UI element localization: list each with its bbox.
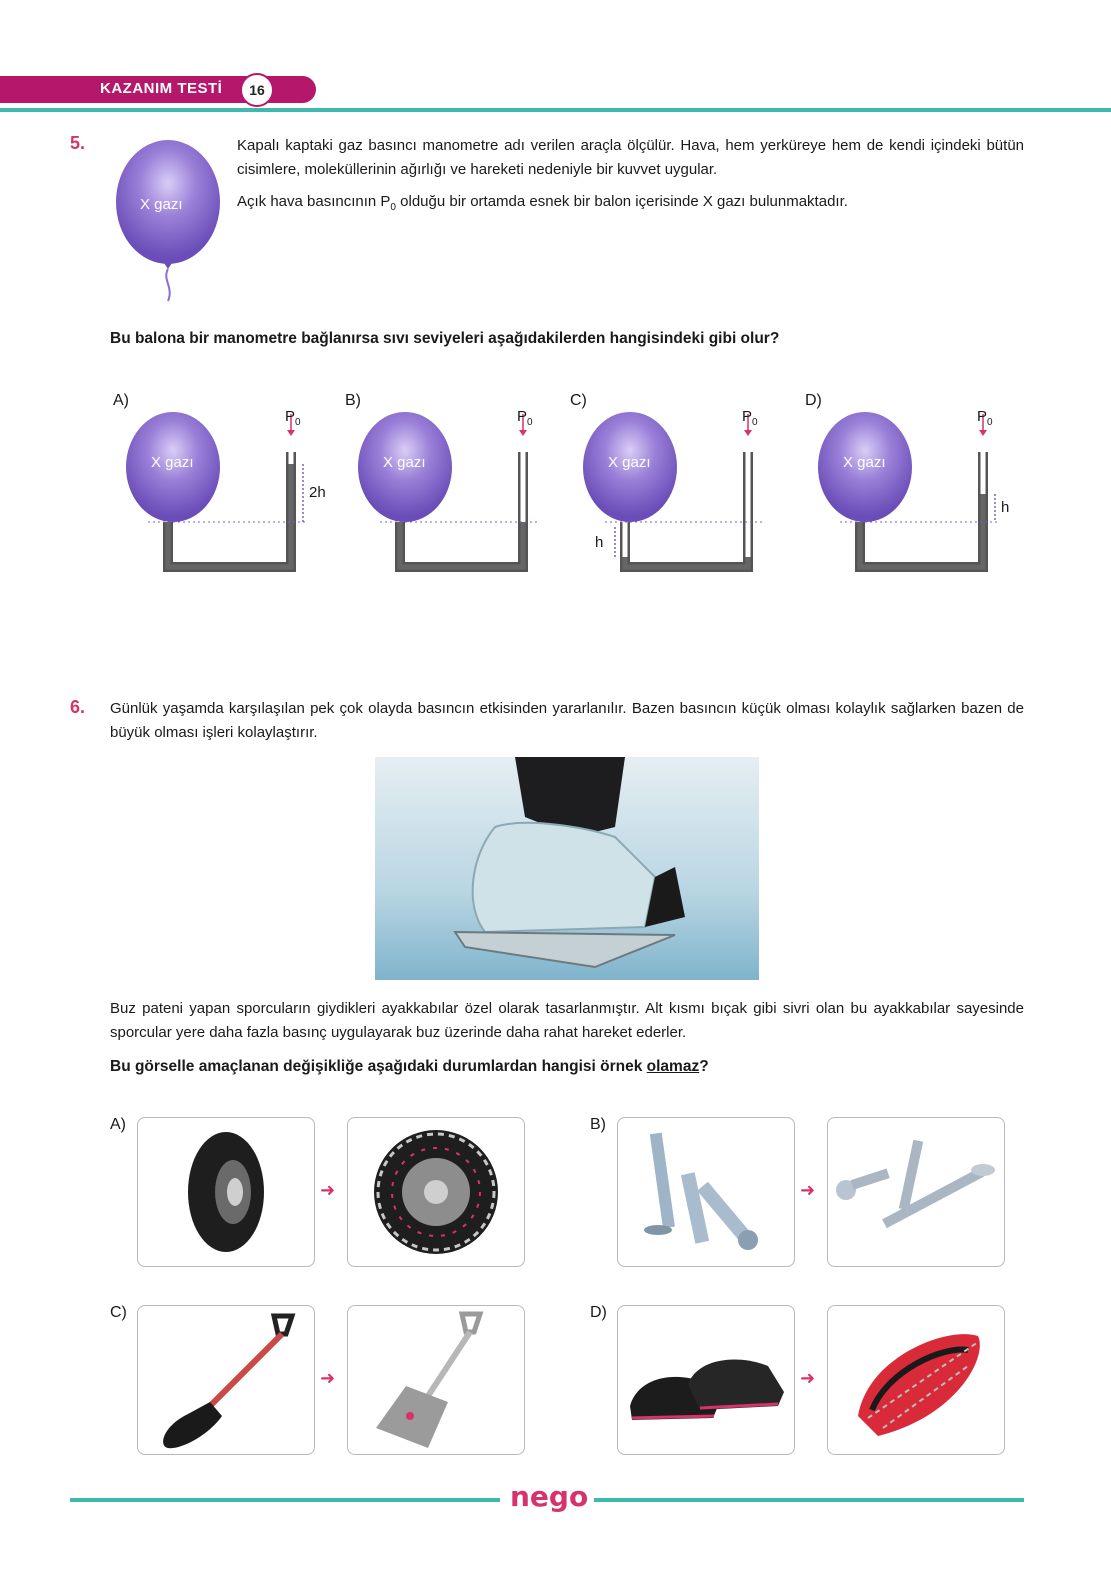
manometer-diagram — [345, 392, 575, 582]
q6-option-d-label[interactable]: D) — [590, 1304, 607, 1321]
question-5-number: 5. — [70, 133, 86, 153]
p0-label: $P_0$ — [517, 408, 533, 428]
sneakers-icon — [618, 1306, 794, 1454]
q5-option-d[interactable] — [805, 392, 1025, 582]
p0-label: $P_0$ — [285, 408, 301, 428]
q6-option-b-label[interactable]: B) — [590, 1116, 606, 1133]
q6-option-a-label[interactable]: A) — [110, 1116, 126, 1133]
q6-paragraph-1: Günlük yaşamda karşılaşılan pek çok olayda basıncın etkisinden yararlanılır. Bazen basıncın küçük olması kolaylık sağlarken bazen de büyük olması işleri kolaylaştırır. — [110, 700, 1024, 741]
tire-chains-icon — [348, 1118, 524, 1266]
balloon-figure — [110, 135, 230, 305]
q6-a-before-card — [137, 1117, 315, 1267]
q6-c-before-card — [137, 1305, 315, 1455]
manometer-diagram — [805, 392, 1035, 582]
q6-a-after-card — [347, 1117, 525, 1267]
q5-option-label: D) — [805, 392, 822, 409]
publisher-logo: nego — [510, 1480, 589, 1513]
height-label: h — [595, 534, 604, 551]
gas-label: X gazı — [843, 454, 886, 471]
bolts-icon — [618, 1118, 794, 1266]
q6-question-pre: Bu görselle amaçlanan değişikliğe aşağıdaki durumlardan hangisi örnek — [110, 1058, 647, 1075]
q6-c-arrow-icon: ➜ — [320, 1368, 336, 1388]
q6-option-c-label[interactable]: C) — [110, 1304, 127, 1321]
p0-label: $P_0$ — [977, 408, 993, 428]
pointed-shovel-icon — [138, 1306, 314, 1454]
q5-paragraph-2 — [237, 190, 1024, 220]
height-label: 2h — [309, 484, 326, 501]
flat-shovel-icon — [348, 1306, 524, 1454]
test-number-badge: 16 — [240, 73, 274, 107]
q5-question: Bu balona bir manometre bağlanırsa sıvı seviyeleri aşağıdakilerden hangisindeki gibi olur? — [110, 330, 780, 347]
manometer-diagram — [570, 392, 800, 582]
balloon-label: X gazı — [140, 196, 183, 213]
gas-label: X gazı — [383, 454, 426, 471]
q5-option-label: A) — [113, 392, 129, 409]
q6-b-before-card — [617, 1117, 795, 1267]
q6-b-after-card — [827, 1117, 1005, 1267]
q6-b-arrow-icon: ➜ — [800, 1180, 816, 1200]
q6-question-post: ? — [699, 1058, 709, 1075]
ice-cleats-icon — [828, 1306, 1004, 1454]
p0-label: $P_0$ — [742, 408, 758, 428]
footer-line-left — [70, 1498, 500, 1502]
q5-option-label: B) — [345, 392, 361, 409]
gas-label: X gazı — [608, 454, 651, 471]
q5-option-b[interactable] — [345, 392, 565, 582]
gas-label: X gazı — [151, 454, 194, 471]
q5-paragraph-2-post: olduğu bir ortamda esnek bir balon içerisinde X gazı bulunmaktadır. — [395, 193, 848, 210]
screws-icon — [828, 1118, 1004, 1266]
q5-paragraph-2-pre: Açık hava basıncının P — [237, 193, 391, 210]
q5-paragraph-2-sub: 0 — [390, 202, 396, 213]
q6-d-after-card — [827, 1305, 1005, 1455]
header-divider — [0, 108, 1111, 112]
footer-line-right — [594, 1498, 1024, 1502]
q6-question — [110, 1058, 1024, 1076]
q5-option-label: C) — [570, 392, 587, 409]
q6-question-underlined: olamaz — [646, 1058, 700, 1075]
q5-paragraph-1: Kapalı kaptaki gaz basıncı manometre adı verilen araçla ölçülür. Hava, hem yerküreye hem de kendi içindeki bütün cisimlere, moleküllerinin ağırlığı ve hareketi nedeniyle bir kuvvet uygular. — [237, 137, 1024, 178]
q6-a-arrow-icon: ➜ — [320, 1180, 336, 1200]
q6-paragraph-2: Buz pateni yapan sporcuların giydikleri ayakkabılar özel olarak tasarlanmıştır. Alt kısmı bıçak gibi sivri olan bu ayakkabılar sayesinde sporcular yere daha fazla basınç uygulayarak buz üzerinde daha rahat hareket ederler. — [110, 1000, 1024, 1041]
height-label: h — [1001, 499, 1010, 516]
question-6-number: 6. — [70, 697, 86, 717]
q6-d-before-card — [617, 1305, 795, 1455]
q6-d-arrow-icon: ➜ — [800, 1368, 816, 1388]
q6-c-after-card — [347, 1305, 525, 1455]
q5-option-a[interactable] — [113, 392, 333, 582]
tire-icon — [138, 1118, 314, 1266]
ice-skate-photo — [375, 757, 759, 980]
q5-option-c[interactable] — [570, 392, 790, 582]
test-title: KAZANIM TESTİ — [100, 80, 223, 97]
